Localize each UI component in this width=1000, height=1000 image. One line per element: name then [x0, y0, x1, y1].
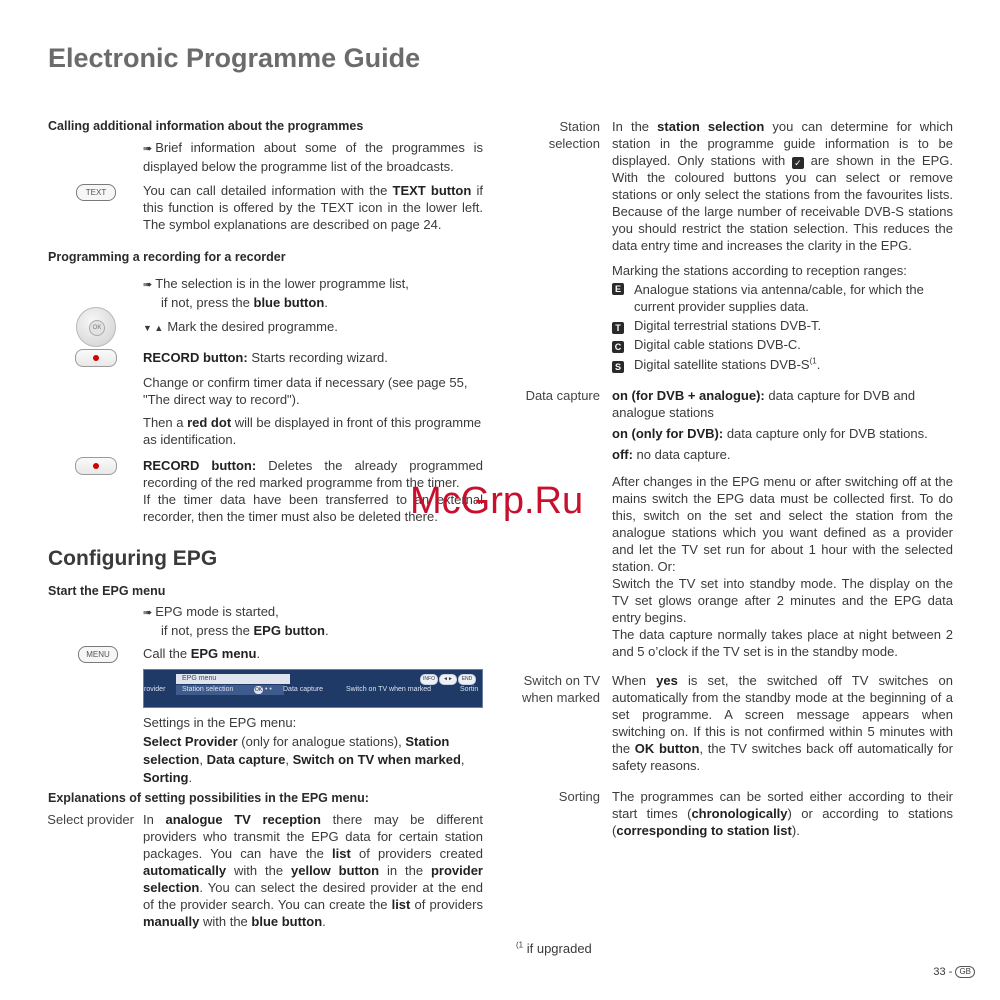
data-capture-option-2	[612, 425, 953, 442]
arrow-right-icon: ➠	[143, 143, 153, 155]
reception-text: Digital cable stations DVB-C.	[634, 337, 801, 352]
end-key-icon: END	[458, 674, 476, 685]
text-bold: yes	[656, 673, 678, 688]
text: After changes in the EPG menu or after switching off at the mains switch the EPG data must be collected first. To do this, switch on the set and select the station from the analogue stations which you want defined as a provider and let the TV set run for about 1 hour with the selected station. Or:	[612, 474, 953, 574]
label-sorting: Sorting	[558, 789, 600, 804]
bullet-text: The selection is in the lower programme list,	[155, 276, 409, 291]
text: if this function is offered by the TEXT icon in the lower left. The symbol explanations are described on page 24.	[143, 183, 483, 232]
text-bold: TEXT button	[392, 183, 472, 198]
epg-menu-title: EPG menu	[176, 674, 290, 684]
text: will be displayed in front of this programme as identification.	[143, 415, 482, 447]
text: ) or according to stations (	[612, 806, 953, 838]
text: there may be different providers who transmit the EPG data for certain station packages. You can have the	[143, 812, 483, 861]
menu-button-icon: MENU	[78, 646, 118, 663]
text: data capture only for DVB stations.	[723, 426, 928, 441]
data-capture-option-1	[612, 387, 953, 421]
text-bold: Station selection	[143, 734, 450, 767]
ok-icon: OK	[254, 687, 263, 693]
text-bold: Sorting	[143, 770, 189, 785]
call-epg-menu-line	[143, 645, 483, 662]
paragraph-change-timer: Change or confirm timer data if necessary (see page 55, "The direct way to record").	[143, 375, 468, 407]
footnote-marker: (1	[516, 940, 524, 950]
text-bold: on (for DVB + analogue):	[612, 388, 765, 403]
text: of providers created	[350, 846, 483, 861]
bullet-text: EPG mode is started,	[155, 604, 279, 619]
text: .	[324, 295, 328, 310]
text: ).	[791, 823, 800, 838]
text: in the	[379, 863, 431, 878]
text: Mark the desired programme.	[167, 319, 338, 334]
text: .	[816, 357, 821, 372]
text-bold: chronologically	[691, 806, 788, 821]
text-bold: corresponding to station list	[616, 823, 792, 838]
text: .	[256, 646, 261, 661]
paragraph-switch-on-tv	[612, 672, 953, 774]
footnote	[516, 940, 716, 957]
text: are shown in the EPG. With the coloured buttons you can select or remove stations or only select the stations from the favourites lists. Because of the large number of receivable DVB-S stations you should restrict the station selection. This reduces the data entry time and increases the clarity in the EPG.	[612, 153, 953, 253]
text-bold: Switch on TV when marked	[292, 752, 461, 767]
epg-menu-screenshot	[143, 669, 483, 708]
text-bold: off:	[612, 447, 633, 462]
satellite-s-icon: S	[612, 361, 624, 373]
text: ,	[285, 752, 293, 767]
text-bold: OK button	[634, 741, 700, 756]
analogue-e-icon: E	[612, 283, 624, 295]
reception-text: Analogue stations via antenna/cable, for which the current provider supplies data.	[634, 282, 924, 314]
section-heading-programming: Programming a recording for a recorder	[48, 250, 286, 264]
text: ,	[199, 752, 207, 767]
text: When	[612, 673, 657, 688]
section-heading-additional-info: Calling additional information about the programmes	[48, 119, 364, 133]
terrestrial-t-icon: T	[612, 322, 624, 334]
text-bold: RECORD button:	[143, 350, 248, 365]
text-bold: provider selection	[143, 863, 483, 895]
text: .	[325, 623, 329, 638]
arrow-right-icon: ➠	[143, 607, 153, 619]
reception-item-e	[612, 281, 953, 315]
data-capture-option-3	[612, 446, 953, 463]
epg-menu-row	[144, 685, 483, 695]
bullet-brief-info	[143, 139, 483, 175]
nav-key-icon: ◄►	[439, 674, 457, 685]
text-bold: station selection	[657, 119, 765, 134]
label-data-capture: Data capture	[525, 388, 600, 403]
reception-text: Digital satellite stations DVB-S	[634, 357, 810, 372]
text-bold: red dot	[187, 415, 232, 430]
text-bold: list	[391, 897, 411, 912]
label-select-provider: Select provider	[47, 812, 134, 827]
text: Deletes the already programmed recording of the red marked programme from the timer.	[143, 458, 483, 490]
text: Switch the TV set into standby mode. The display on the TV set glows orange after 2 minutes and the EPG data entry begins.	[612, 576, 953, 625]
text: The programmes can be sorted either according to their start times (	[612, 789, 953, 821]
text-bold: Select Provider	[143, 734, 238, 749]
settings-list	[143, 733, 488, 787]
reception-item-c	[612, 336, 953, 353]
text: . You can select the desired provider at the end of the provider search. You can create the	[143, 880, 483, 912]
reception-text: Digital terrestrial stations DVB-T.	[634, 318, 822, 333]
up-down-arrows-icon: ▼ ▲	[143, 323, 164, 333]
text: ,	[460, 752, 465, 767]
text-bold: list	[332, 846, 351, 861]
text: Call the	[143, 646, 191, 661]
cable-c-icon: C	[612, 341, 624, 353]
info-key-icon: INFO	[420, 674, 438, 685]
text-bold: automatically	[143, 863, 227, 878]
reception-item-s	[612, 356, 953, 373]
paragraph-data-capture	[612, 473, 953, 660]
mark-programme-line	[143, 318, 483, 337]
page-number	[900, 964, 975, 981]
text: you can determine for which station in the programme guide information is to be displayed. Only stations with	[612, 119, 954, 168]
text-bold: RECORD button:	[143, 458, 257, 473]
ok-key-icon: OK	[89, 320, 105, 336]
text-bold: Data capture	[206, 752, 286, 767]
bullet-text: Brief information about some of the programmes is displayed below the programme list of the broadcasts.	[143, 140, 483, 174]
footnote-ref: (1	[809, 356, 817, 366]
remote-control-nav-icon	[76, 307, 116, 347]
text: If the timer data have been transferred to an external recorder, then the timer must also be deleted there.	[143, 492, 483, 524]
text-bold: blue button	[251, 914, 323, 929]
bullet-text: if not, press the	[161, 623, 254, 638]
text: In the	[612, 119, 658, 134]
text: In	[143, 812, 166, 827]
text: of providers	[410, 897, 483, 912]
paragraph-red-dot	[143, 414, 488, 448]
text: Starts recording wizard.	[247, 350, 388, 365]
page-number-text: 33 -	[933, 966, 956, 978]
paragraph-sorting	[612, 788, 953, 839]
marking-intro: Marking the stations according to reception ranges:	[612, 263, 907, 278]
bullet-text: if not, press the	[161, 295, 254, 310]
reception-item-t	[612, 317, 953, 334]
record-button-line	[143, 349, 483, 366]
text: with the	[199, 914, 252, 929]
label-station-selection: Station selection	[548, 119, 600, 151]
label-switch-on-tv: Switch on TV when marked	[521, 673, 600, 705]
text-bold: on (only for DVB):	[612, 426, 724, 441]
text: .	[322, 914, 326, 929]
text-bold: manually	[143, 914, 200, 929]
text: data capture for DVB and analogue stations	[612, 388, 916, 420]
record-button-icon	[75, 349, 117, 367]
text-bold: EPG button	[253, 623, 325, 638]
language-badge: GB	[955, 966, 975, 978]
text: Then a	[143, 415, 188, 430]
text: (only for analogue stations),	[237, 734, 406, 749]
text-bold: yellow button	[291, 863, 380, 878]
record-button-icon	[75, 457, 117, 475]
page-title: Electronic Programme Guide	[48, 43, 421, 73]
text-bold: analogue TV reception	[165, 812, 321, 827]
text: with the	[226, 863, 291, 878]
epg-item-switch-on-tv: Switch on TV when marked	[346, 686, 432, 693]
subheading-explanations: Explanations of setting possibilities in the EPG menu:	[48, 791, 369, 805]
settings-intro: Settings in the EPG menu:	[143, 715, 297, 730]
text-bold: blue button	[253, 295, 325, 310]
subheading-start-epg: Start the EPG menu	[48, 584, 166, 598]
text: , the TV switches back off automatically for safety reasons.	[612, 741, 953, 773]
text: The data capture normally takes place at night between 2 and 5 o’clock if the TV set is in the standby mode.	[612, 627, 953, 659]
checkbox-checked-icon: ✓	[792, 157, 804, 169]
text-button-icon: TEXT	[76, 184, 116, 201]
footnote-text: if upgraded	[523, 941, 592, 956]
section-heading-configuring-epg: Configuring EPG	[48, 547, 218, 570]
epg-item-station-selection: Station selection	[176, 685, 284, 695]
text: .	[188, 770, 193, 785]
epg-item-provider: rovider	[144, 686, 166, 693]
bullet-epg-started	[143, 603, 483, 639]
arrow-right-icon: ➠	[143, 279, 153, 291]
epg-item-sorting: Sortin	[460, 686, 479, 693]
text: You can call detailed information with the	[143, 183, 393, 198]
dots-icon: • •	[265, 686, 272, 693]
text: no data capture.	[632, 447, 731, 462]
watermark: McGrp.Ru	[410, 480, 584, 522]
bullet-selection	[143, 275, 483, 311]
epg-item-data-capture: Data capture	[283, 686, 324, 693]
text: is set, the switched off TV switches on automatically from the standby mode at the beginning of a set programme. A screen message appears when switching on. If this is not confirmed within 5 minutes with the	[612, 673, 953, 756]
paragraph-station-selection	[612, 118, 953, 254]
paragraph-text-button	[143, 182, 483, 233]
text-bold: EPG menu	[190, 646, 257, 661]
paragraph-select-provider	[143, 811, 483, 930]
